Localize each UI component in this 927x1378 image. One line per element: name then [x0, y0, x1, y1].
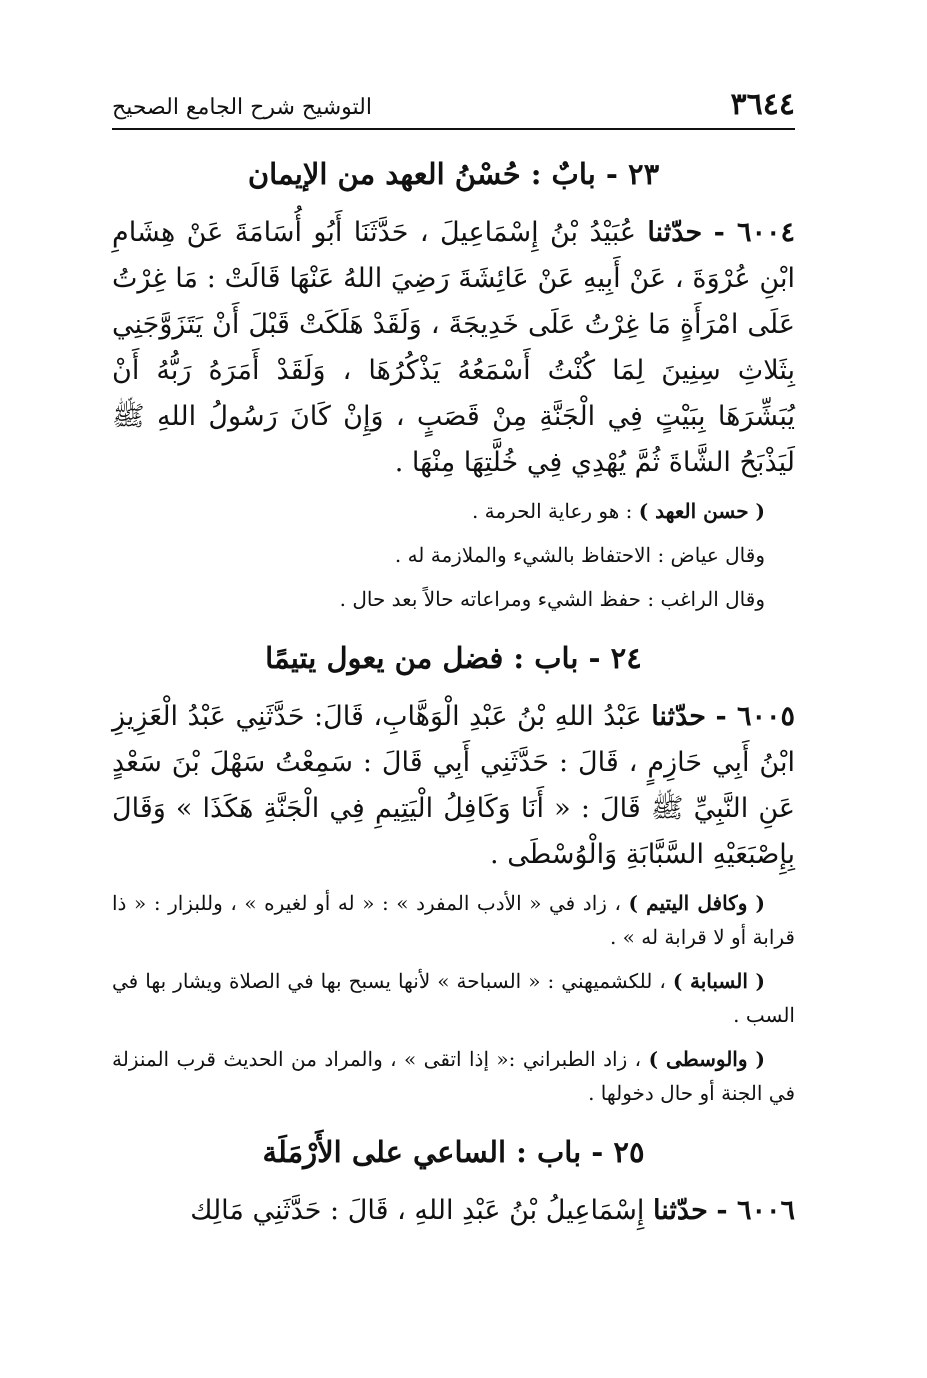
hadith-lead: حدّثنا [647, 217, 703, 248]
note-text: وقال الراغب : حفظ الشيء ومراعاته حالاً بعد حال . [339, 587, 765, 611]
page-content [112, 142, 795, 1242]
page-number: ٣٦٤٤ [730, 87, 795, 122]
chapter-heading: ٢٥ - باب : الساعي على الأَرْمَلَة [262, 1135, 645, 1169]
commentary-note [112, 494, 795, 528]
hadith-paragraph [112, 210, 795, 486]
note-term: ( حسن العهد ) [638, 499, 765, 523]
note-term: ( وكافل اليتيم ) [628, 891, 765, 915]
hadith-text: عُبَيْدُ بْنُ إِسْمَاعِيلَ ، حَدَّثَنَا أَبُو أُسَامَةَ عَنْ هِشَامِ ابْنِ عُرْوَةَ ، عَنْ أَبِيهِ عَنْ عَائِشَةَ رَضِيَ اللهُ عَنْهَا قَالَتْ : مَا غِرْتُ عَلَى امْرَأَةٍ مَا غِرْتُ عَلَى خَدِيجَةَ ، وَلَقَدْ هَلَكَتْ قَبْلَ أَنْ يَتَزَوَّجَنِي بِثَلاثِ سِنِينَ لِمَا كُنْتُ أَسْمَعُهُ يَذْكُرُهَا ، وَلَقَدْ أَمَرَهُ رَبُّهُ أَنْ يُبَشِّرَهَا بِبَيْتٍ فِي الْجَنَّةِ مِنْ قَصَبٍ ، وَإِنْ كَانَ رَسُولُ اللهِ ﷺ لَيَذْبَحُ الشَّاةَ ثُمَّ يُهْدِي فِي خُلَّتِهَا مِنْهَا . [112, 217, 795, 478]
chapter-heading: ٢٣ - بابٌ : حُسْنُ العهد من الإيمان [247, 157, 660, 191]
commentary-note [112, 964, 795, 1032]
hadith-lead: حدّثنا [651, 701, 706, 732]
note-term: ( والوسطى ) [648, 1047, 765, 1071]
hadith-number: ٦٠٠٦ - [716, 1195, 795, 1226]
chapter-heading: ٢٤ - باب : فضل من يعول يتيمًا [265, 641, 642, 675]
hadith-paragraph [112, 694, 795, 878]
hadith-paragraph [112, 1188, 795, 1234]
commentary-note [112, 1042, 795, 1110]
commentary-note [112, 582, 795, 616]
note-text: ، زاد الطبراني :« إذا اتقى » ، والمراد من الحديث قرب المنزلة في الجنة أو حال دخولها . [112, 1047, 795, 1105]
hadith-number: ٦٠٠٥ - [715, 701, 795, 732]
commentary-note [112, 538, 795, 572]
note-text: ، للكشميهني : « السباحة » لأنها يسبح بها في الصلاة ويشار بها في السب . [112, 969, 795, 1027]
hadith-text: إِسْمَاعِيلُ بْنُ عَبْدِ اللهِ ، قَالَ : حَدَّثَنِي مَالِك [190, 1195, 645, 1226]
note-text: : هو رعاية الحرمة . [471, 499, 639, 523]
note-text: وقال عياض : الاحتفاظ بالشيء والملازمة له . [394, 543, 765, 567]
hadith-lead: حدّثنا [653, 1195, 708, 1226]
note-term: ( السبابة ) [672, 969, 765, 993]
note-text: ، زاد في « الأدب المفرد » : « له أو لغيره » ، وللبزار : « ذا قرابة أو لا قرابة له » . [112, 891, 795, 949]
hadith-number: ٦٠٠٤ - [713, 217, 795, 248]
running-title: التوشيح شرح الجامع الصحيح [112, 95, 372, 120]
commentary-note [112, 886, 795, 954]
hadith-text: عَبْدُ اللهِ بْنُ عَبْدِ الْوَهَّابِ، قَالَ: حَدَّثَنِي عَبْدُ الْعَزِيزِ ابْنُ أَبِي حَازِمٍ ، قَالَ : حَدَّثَنِي أَبِي قَالَ : سَمِعْتُ سَهْلَ بْنَ سَعْدٍ عَنِ النَّبِيِّ ﷺ قَالَ : « أَنَا وَكَافِلُ الْيَتِيمِ فِي الْجَنَّةِ هَكَذَا » وَقَالَ بِإِصْبَعَيْهِ السَّبَّابَةِ وَالْوُسْطَى . [112, 701, 795, 870]
page-header [112, 80, 795, 130]
